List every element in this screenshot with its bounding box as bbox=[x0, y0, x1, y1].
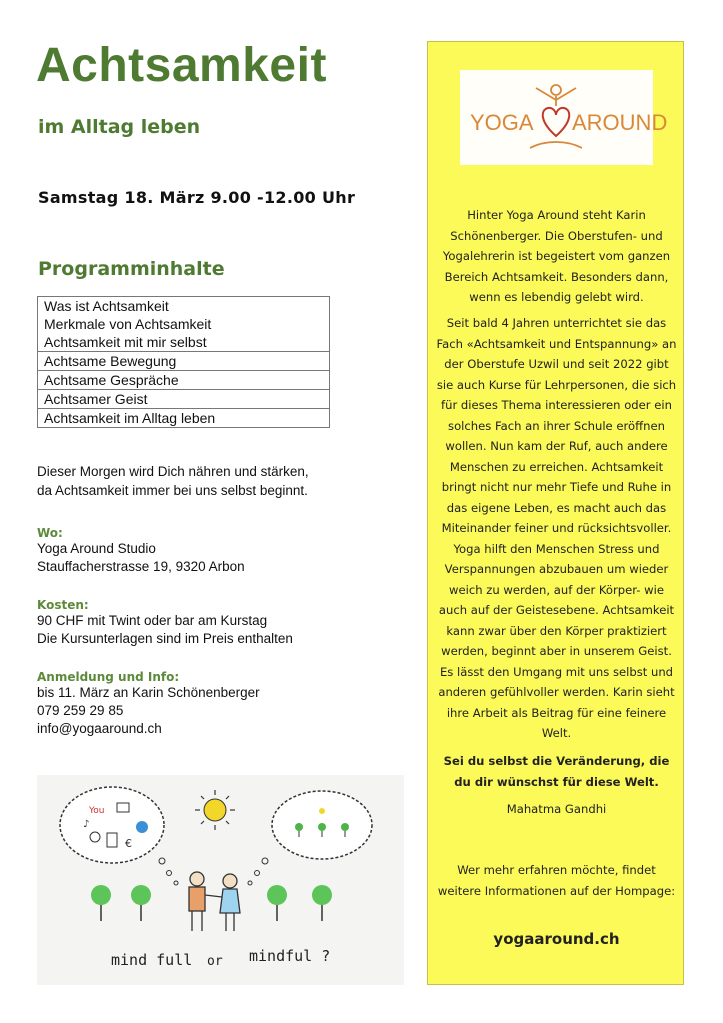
about-paragraph-2: Seit bald 4 Jahren unterrichtet sie das Fach «Achtsamkeit und Entspannung» an der Oberstufe Uzwil und seit 2022 gibt sie auch Kurse für Lehrpersonen, die sich für dieses Thema interessieren oder ein solches Fach an ihrer Schule eröffnen wollen. Nun kam der Ruf, auch andere Menschen zu erreichen. Achtsamkeit bringt nicht nur mehr Tiefe und Ruhe in das eigene Leben, es macht auch das Miteinander feiner und rücksichtsvoller. Yoga hilft den Menschen Stress und Verspannungen abzubauen um wieder weich zu werden, auf der Körper- wie auch auf der Geistesebene. Achtsamkeit kann zwar über den Körper praktiziert werden, beginnt aber in unserem Geist. Es lässt den Umgang mit uns selbst und anderen gefühlvoller werden. Karin sieht ihre Arbeit als Beitrag für eine feinere Welt. bbox=[436, 316, 677, 740]
illustration-drawing bbox=[37, 775, 404, 985]
registration-heading: Anmeldung und Info: bbox=[37, 670, 180, 684]
heart-icon bbox=[543, 108, 570, 136]
logo-drawing bbox=[460, 70, 668, 165]
caption-or: or bbox=[207, 954, 223, 969]
more-info-text: Wer mehr erfahren möchte, findet weitere Informationen auf der Hompage: bbox=[437, 863, 676, 898]
caption-mindful: mindful ? bbox=[249, 947, 331, 965]
busy-thought-cloud bbox=[60, 787, 164, 863]
caption-mind-full: mind full bbox=[111, 951, 193, 969]
program-heading: Programminhalte bbox=[38, 258, 225, 280]
trees bbox=[91, 885, 332, 921]
program-item: Was ist Achtsamkeit bbox=[38, 297, 330, 316]
location-heading: Wo: bbox=[37, 526, 63, 540]
euro-icon: € bbox=[125, 837, 132, 850]
location-address: Stauffacherstrasse 19, 9320 Arbon bbox=[37, 559, 245, 574]
page-subtitle: im Alltag leben bbox=[38, 116, 201, 138]
gandhi-quote: Sei du selbst die Veränderung, die du dir wünschst für diese Welt. bbox=[443, 754, 670, 789]
costs-section bbox=[37, 598, 293, 648]
registration-email: info@yogaaround.ch bbox=[37, 721, 162, 736]
registration-deadline: bis 11. März an Karin Schönenberger bbox=[37, 685, 260, 700]
logo-word-yoga: YOGA bbox=[470, 110, 534, 135]
yoga-figure-icon bbox=[551, 85, 561, 95]
program-item: Achtsame Bewegung bbox=[38, 352, 330, 371]
program-item: Achtsame Gespräche bbox=[38, 371, 330, 390]
costs-note: Die Kursunterlagen sind im Preis enthalten bbox=[37, 631, 293, 646]
program-item: Achtsamkeit im Alltag leben bbox=[38, 409, 330, 428]
youtube-icon: You bbox=[89, 806, 105, 816]
about-paragraph-1: Hinter Yoga Around steht Karin Schönenberger. Die Oberstufen- und Yogalehrerin ist begeistert vom ganzen Bereich Achtsamkeit. Besonders dann, wenn es lebendig gelebt wird. bbox=[442, 208, 671, 304]
location-name: Yoga Around Studio bbox=[37, 541, 156, 556]
intro-text: Dieser Morgen wird Dich nähren und stärken, da Achtsamkeit immer bei uns selbst beginnt. bbox=[37, 464, 309, 498]
program-item: Achtsamer Geist bbox=[38, 390, 330, 409]
page-title: Achtsamkeit bbox=[36, 39, 327, 92]
about-sidebar bbox=[427, 41, 684, 985]
yoga-around-logo bbox=[460, 70, 668, 165]
program-item: Merkmale von Achtsamkeit bbox=[38, 315, 330, 333]
location-section bbox=[37, 526, 245, 576]
costs-heading: Kosten: bbox=[37, 598, 89, 612]
music-icon: ♪ bbox=[83, 819, 90, 830]
registration-section bbox=[37, 670, 260, 738]
quote-author: Mahatma Gandhi bbox=[506, 802, 607, 816]
program-table bbox=[37, 296, 330, 428]
twitter-icon bbox=[136, 821, 148, 833]
event-date: Samstag 18. März 9.00 -12.00 Uhr bbox=[38, 188, 356, 207]
mindfulness-illustration bbox=[37, 775, 404, 985]
logo-word-around: AROUND bbox=[572, 110, 668, 135]
sun-icon bbox=[204, 799, 226, 821]
costs-price: 90 CHF mit Twint oder bar am Kurstag bbox=[37, 613, 268, 628]
registration-phone: 079 259 29 85 bbox=[37, 703, 124, 718]
website-link[interactable]: yogaaround.ch bbox=[493, 930, 620, 948]
program-item: Achtsamkeit mit mir selbst bbox=[38, 333, 330, 352]
two-people bbox=[189, 872, 240, 931]
